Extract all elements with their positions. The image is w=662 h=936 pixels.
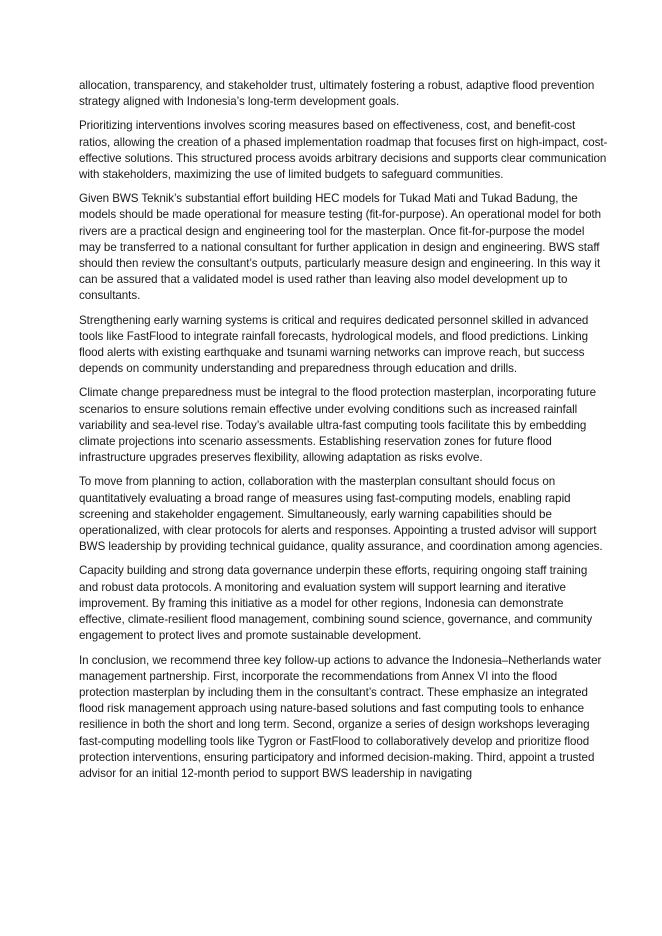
paragraph-allocation-transparency: allocation, transparency, and stakeholder trust, ultimately fostering a robust, adaptive flood prevention strategy aligned with Indonesia’s long-term development goals. [79, 79, 595, 109]
paragraph-capacity-building: Capacity building and strong data governance underpin these efforts, requiring ongoing staff training and robust data protocols. A monitoring and evaluation system will support learning and iterative improvement. By framing this initiative as a model for other regions, Indonesia can demonstrate effective, climate-resilient flood management, combining sound science, governance, and community engagement to protect lives and promote sustainable development. [79, 564, 593, 643]
paragraph-hec-models: Given BWS Teknik’s substantial effort building HEC models for Tukad Mati and Tukad Badung, the models should be made operational for measure testing (fit-for-purpose). An operational model for both rivers are a practical design and engineering tool for the masterplan. Once fit-for-purpose the model may be transferred to a national consultant for further application in design and engineering. BWS staff should then review the consultant’s outputs, particularly measure design and engineering. In this way it can be assured that a validated model is used rather than leaving also model development up to consultants. [79, 192, 602, 303]
paragraph-prioritizing-interventions: Prioritizing interventions involves scoring measures based on effectiveness, cost, and benefit-cost ratios, allowing the creation of a phased implementation roadmap that focuses first on high-impact, cost-effective solutions. This structured process avoids arbitrary decisions and supports clear communication with stakeholders, maximizing the use of limited budgets to safeguard communities. [79, 119, 608, 182]
paragraph-conclusion: In conclusion, we recommend three key follow-up actions to advance the Indonesia–Netherlands water management partnership. First, incorporate the recommendations from Annex VI into the flood protection masterplan by including them in the consultant’s contract. These emphasize an integrated flood risk management approach using nature-based solutions and fast computing tools to enhance resilience in both the short and long term. Second, organize a series of design workshops leveraging fast-computing modelling tools like Tygron or FastFlood to collaboratively develop and prioritize flood protection interventions, ensuring participatory and informed decision-making. Third, appoint a trusted advisor for an initial 12-month period to support BWS leadership in navigating [79, 653, 602, 780]
paragraph-planning-to-action: To move from planning to action, collaboration with the masterplan consultant should focus on quantitatively evaluating a broad range of measures using fast-computing models, enabling rapid screening and stakeholder engagement. Simultaneously, early warning capabilities should be operationalized, with clear protocols for alerts and responses. Appointing a trusted advisor will support BWS leadership by providing technical guidance, quality assurance, and coordination among agencies. [79, 475, 603, 554]
document-page [79, 78, 609, 790]
paragraph-climate-change: Climate change preparedness must be integral to the flood protection masterplan, incorporating future scenarios to ensure solutions remain effective under evolving conditions such as increased rainfall variability and sea-level rise. Today’s available ultra-fast computing tools facilitate this by embedding climate projections into scenario assessments. Establishing reservation zones for future flood infrastructure upgrades preserves flexibility, allowing adaptation as risks evolve. [79, 386, 596, 465]
paragraph-early-warning: Strengthening early warning systems is critical and requires dedicated personnel skilled in advanced tools like FastFlood to integrate rainfall forecasts, hydrological models, and flood predictions. Linking flood alerts with existing earthquake and tsunami warning networks can improve reach, but success depends on community understanding and preparedness through education and drills. [79, 313, 589, 376]
